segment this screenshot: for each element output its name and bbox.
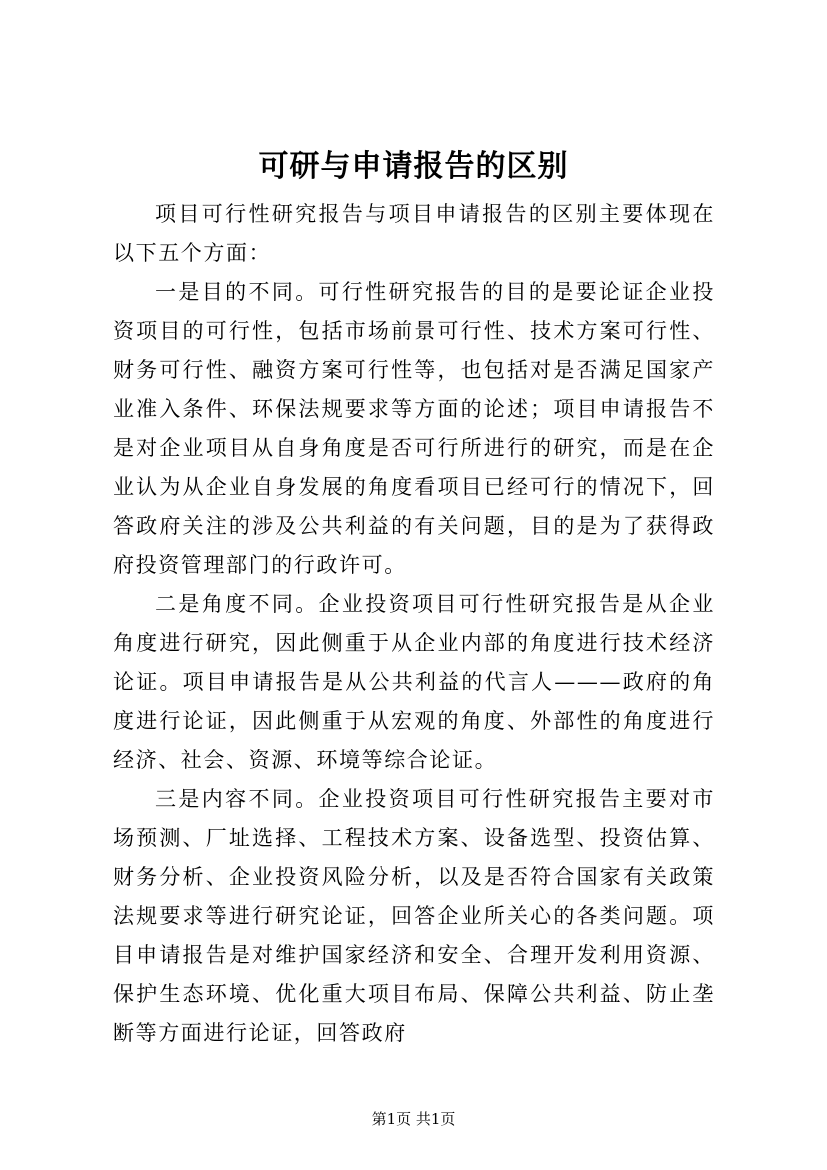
paragraph-perspective: 二是角度不同。企业投资项目可行性研究报告是从企业角度进行研究，因此侧重于从企业内部的角度进行技术经济论证。项目申请报告是从公共利益的代言人———政府的角度进行论证，因此侧重于从宏观的角度、外部性的角度进行经济、社会、资源、环境等综合论证。 xyxy=(113,592,715,772)
page-number-footer: 第1页 共1页 xyxy=(371,1110,456,1128)
document-body xyxy=(113,195,715,1053)
document-title: 可研与申请报告的区别 xyxy=(258,149,569,184)
paragraph-intro: 项目可行性研究报告与项目申请报告的区别主要体现在以下五个方面： xyxy=(113,202,715,265)
paragraph-purpose: 一是目的不同。可行性研究报告的目的是要论证企业投资项目的可行性，包括市场前景可行性、技术方案可行性、财务可行性、融资方案可行性等，也包括对是否满足国家产业准入条件、环保法规要求等方面的论述；项目申请报告不是对企业项目从自身角度是否可行所进行的研究，而是在企业认为从企业自身发展的角度看项目已经可行的情况下，回答政府关注的涉及公共利益的有关问题，目的是为了获得政府投资管理部门的行政许可。 xyxy=(113,280,715,577)
paragraph-content: 三是内容不同。企业投资项目可行性研究报告主要对市场预测、厂址选择、工程技术方案、设备选型、投资估算、财务分析、企业投资风险分析，以及是否符合国家有关政策法规要求等进行研究论证，回答企业所关心的各类问题。项目申请报告是对维护国家经济和安全、合理开发利用资源、保护生态环境、优化重大项目布局、保障公共利益、防止垄断等方面进行论证，回答政府 xyxy=(113,787,715,1045)
